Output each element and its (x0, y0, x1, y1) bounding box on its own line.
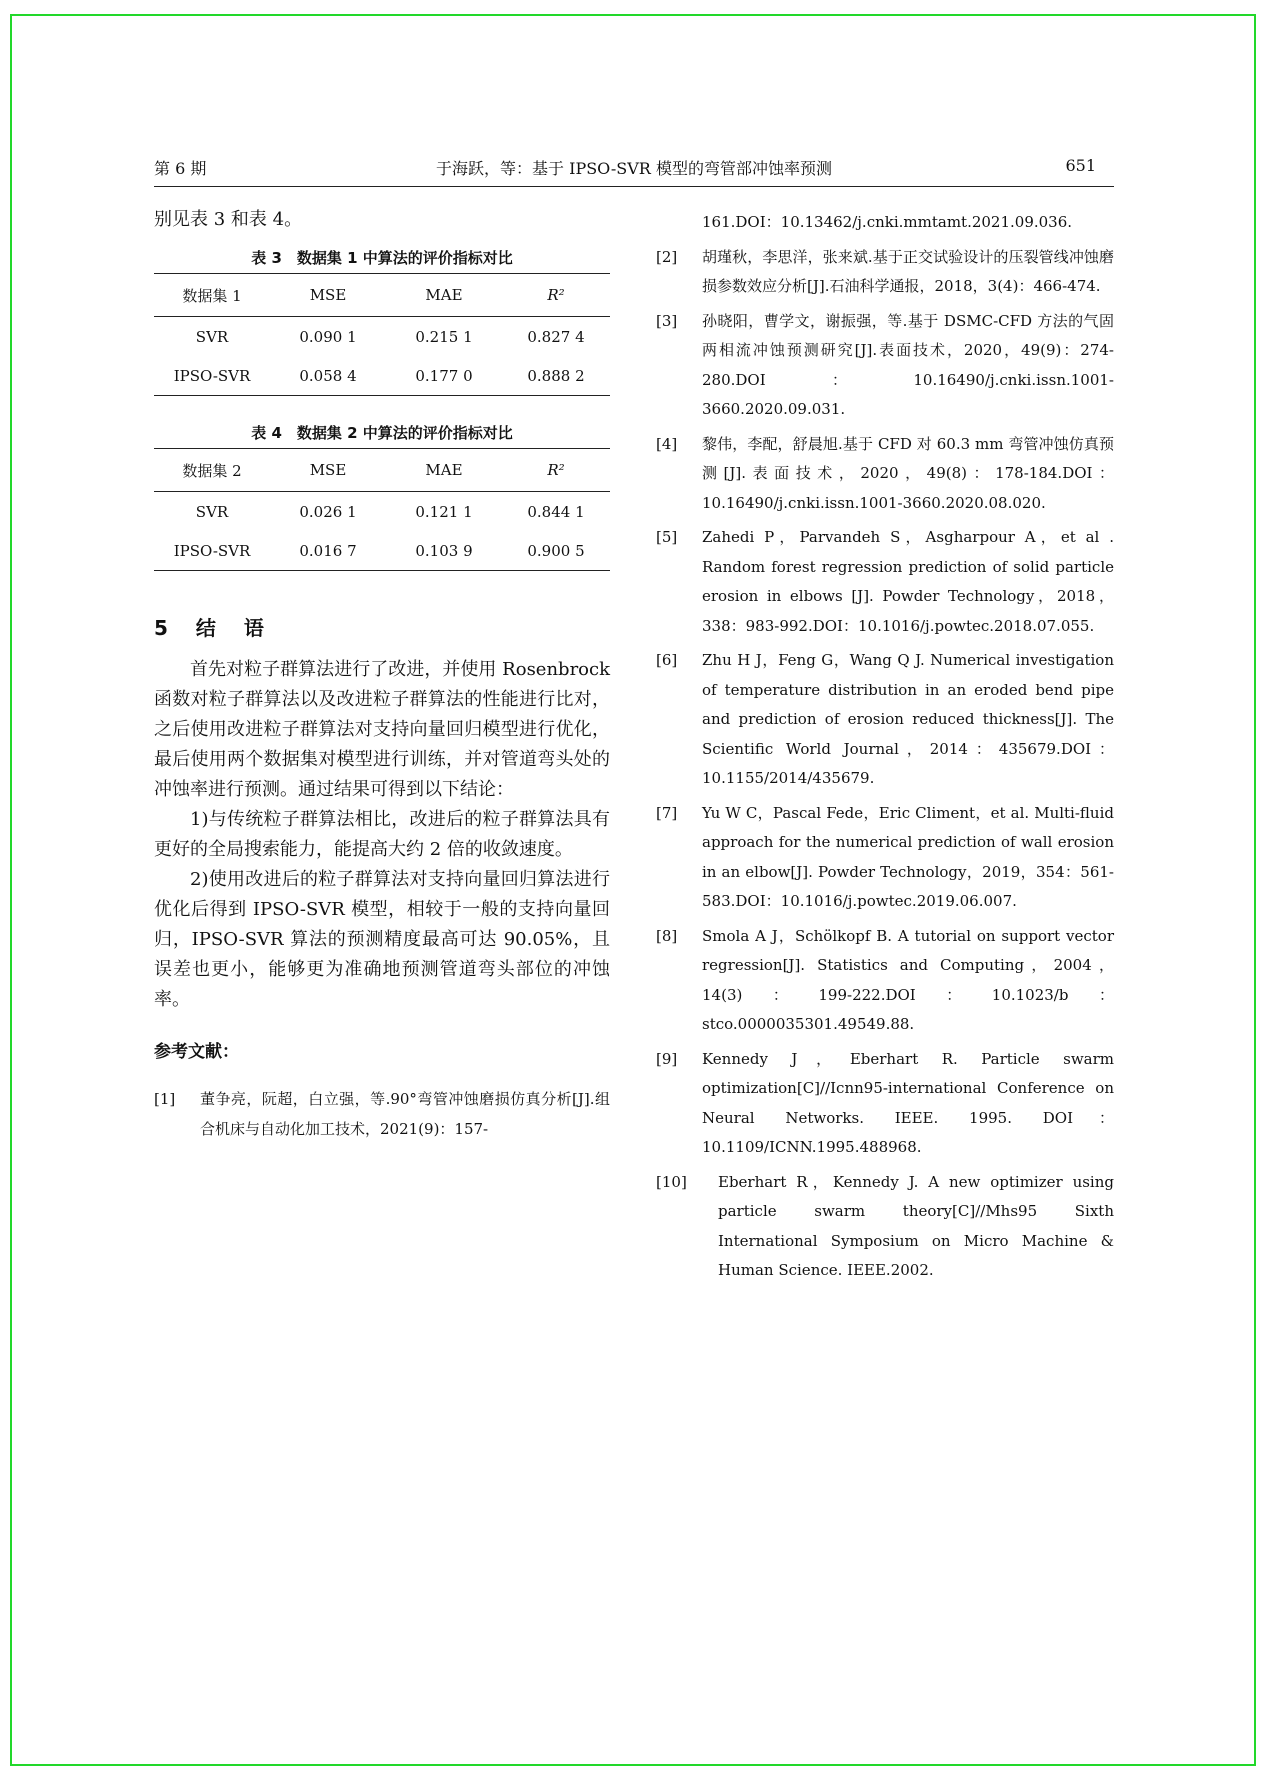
table-header-cell: R² (502, 274, 610, 317)
reference-item (656, 1045, 1114, 1163)
reference-item (656, 243, 1114, 302)
table-header-cell: MAE (386, 274, 502, 317)
table4-caption: 表 4 数据集 2 中算法的评价指标对比 (251, 424, 513, 442)
reference-item (656, 646, 1114, 794)
table-cell: 0.026 1 (299, 502, 357, 521)
table-header-cell: 数据集 1 (154, 274, 270, 317)
table-row (154, 356, 610, 396)
reference-text: Yu W C，Pascal Fede，Eric Climent，et al. Multi-fluid approach for the numerical prediction of wall erosion in an elbow[J]. Powder Technology，2019，354：561-583.DOI：10.1016/j.powtec.2019.06.007. (702, 803, 1114, 910)
reference-number: [8] (656, 926, 678, 945)
reference-text: 董争亮，阮超，白立强，等.90°弯管冲蚀磨损仿真分析[J].组合机床与自动化加工技术，2021(9)：157- (200, 1090, 610, 1138)
table-header-cell: MSE (270, 449, 386, 492)
table-cell: SVR (195, 327, 229, 346)
reference-text: Smola A J，Schölkopf B. A tutorial on support vector regression[J]. Statistics and Computing，2004，14(3)：199-222.DOI：10.1023/b：stco.0000035301.49549.88. (702, 926, 1114, 1033)
table-cell: 0.090 1 (299, 327, 357, 346)
table-cell: IPSO-SVR (154, 356, 270, 396)
issue-number: 第 6 期 (154, 159, 207, 178)
table-row (154, 531, 610, 571)
reference-number: [3] (656, 311, 678, 330)
table-header-row (154, 274, 610, 317)
conclusion-point-2: 2)使用改进后的粒子群算法对支持向量回归算法进行优化后得到 IPSO-SVR 模型，相较于一般的支持向量回归，IPSO-SVR 算法的预测精度最高可达 90.05%，且误差也更小，能够更为准确地预测管道弯头部位的冲蚀率。 (154, 869, 610, 1010)
reference-text: Eberhart R，Kennedy J. A new optimizer using particle swarm theory[C]//Mhs95 Sixth International Symposium on Micro Machine & Human Science. IEEE.2002. (718, 1172, 1114, 1279)
table-header-cell: 数据集 2 (154, 449, 270, 492)
table-cell: 0.177 0 (386, 356, 502, 396)
table-cell: 0.016 7 (270, 531, 386, 571)
table-cell: 0.215 1 (415, 327, 473, 346)
table3-caption: 表 3 数据集 1 中算法的评价指标对比 (251, 249, 513, 267)
table-cell: IPSO-SVR (154, 531, 270, 571)
running-header (154, 156, 1114, 187)
reference-item (656, 1168, 1114, 1286)
reference-item (656, 523, 1114, 641)
table3 (154, 273, 610, 396)
reference-number: [10] (656, 1172, 687, 1191)
running-title: 于海跃，等：基于 IPSO-SVR 模型的弯管部冲蚀率预测 (436, 159, 832, 178)
table-cell: SVR (195, 502, 229, 521)
reference-continuation (656, 208, 1114, 238)
reference-number: [2] (656, 247, 678, 266)
left-column (154, 205, 610, 1149)
reference-item (656, 922, 1114, 1040)
reference-text: Kennedy J，Eberhart R. Particle swarm optimization[C]//Icnn95-international Conference on Neural Networks. IEEE. 1995. DOI：10.1109/ICNN.1995.488968. (702, 1049, 1114, 1156)
conclusion-point-1: 1)与传统粒子群算法相比，改进后的粒子群算法具有更好的全局搜索能力，能提高大约 2 倍的收敛速度。 (154, 809, 610, 860)
reference-number: [5] (656, 528, 678, 546)
reference-number: [4] (656, 434, 678, 453)
reference-text: Zhu H J，Feng G，Wang Q J. Numerical investigation of temperature distribution in an eroded bend pipe and prediction of erosion reduced thickness[J]. The Scientific World Journal，2014：435679.DOI：10.1155/2014/435679. (702, 651, 1114, 787)
reference-item (656, 307, 1114, 425)
reference-number: [9] (656, 1049, 678, 1068)
table-header-row (154, 449, 610, 492)
intro-line: 别见表 3 和表 4。 (154, 209, 303, 230)
section-heading-conclusion: 5 结 语 (154, 616, 268, 640)
right-column (656, 208, 1114, 1291)
table-header-cell: MSE (270, 274, 386, 317)
references-heading: 参考文献： (154, 1042, 239, 1062)
reference-text: 161.DOI：10.13462/j.cnki.mmtamt.2021.09.036. (702, 213, 1073, 231)
reference-text: 孙晓阳，曹学文，谢振强，等.基于 DSMC-CFD 方法的气固两相流冲蚀预测研究[J].表面技术，2020，49(9)：274-280.DOI：10.16490/j.cnki.issn.1001-3660.2020.09.031. (702, 311, 1114, 418)
table-cell: 0.844 1 (527, 502, 585, 521)
reference-text: 黎伟，李配，舒晨旭.基于 CFD 对 60.3 mm 弯管冲蚀仿真预测[J].表面技术，2020，49(8)：178-184.DOI：10.16490/j.cnki.issn.1001-3660.2020.08.020. (702, 434, 1114, 512)
conclusion-paragraph: 首先对粒子群算法进行了改进，并使用 Rosenbrock 函数对粒子群算法以及改进粒子群算法的性能进行比对，之后使用改进粒子群算法对支持向量回归模型进行优化，最后使用两个数据集对模型进行训练，并对管道弯头处的冲蚀率进行预测。通过结果可得到以下结论： (154, 659, 610, 800)
reference-number: [7] (656, 803, 678, 822)
table4 (154, 448, 610, 571)
table-cell: 0.103 9 (386, 531, 502, 571)
reference-text: Zahedi P，Parvandeh S，Asgharpour A，et al . Random forest regression prediction of solid particle erosion in elbows [J]. Powder Technology，2018，338：983-992.DOI：10.1016/j.powtec.2018.07.055. (702, 528, 1114, 635)
table-cell: 0.121 1 (415, 502, 473, 521)
table-header-cell: MAE (386, 449, 502, 492)
table-cell: 0.888 2 (502, 356, 610, 396)
table-header-cell: R² (502, 449, 610, 492)
reference-text: 胡瑾秋，李思洋，张来斌.基于正交试验设计的压裂管线冲蚀磨损参数效应分析[J].石油科学通报，2018，3(4)：466-474. (702, 247, 1114, 295)
table-cell: 0.058 4 (270, 356, 386, 396)
reference-number: [6] (656, 651, 678, 669)
table-cell: 0.900 5 (502, 531, 610, 571)
reference-item (154, 1085, 610, 1144)
table-row (154, 317, 610, 357)
reference-number: [1] (154, 1090, 176, 1108)
reference-item (656, 430, 1114, 519)
table-row (154, 492, 610, 532)
table-cell: 0.827 4 (527, 327, 585, 346)
reference-item (656, 799, 1114, 917)
page-number: 651 (1065, 156, 1096, 175)
